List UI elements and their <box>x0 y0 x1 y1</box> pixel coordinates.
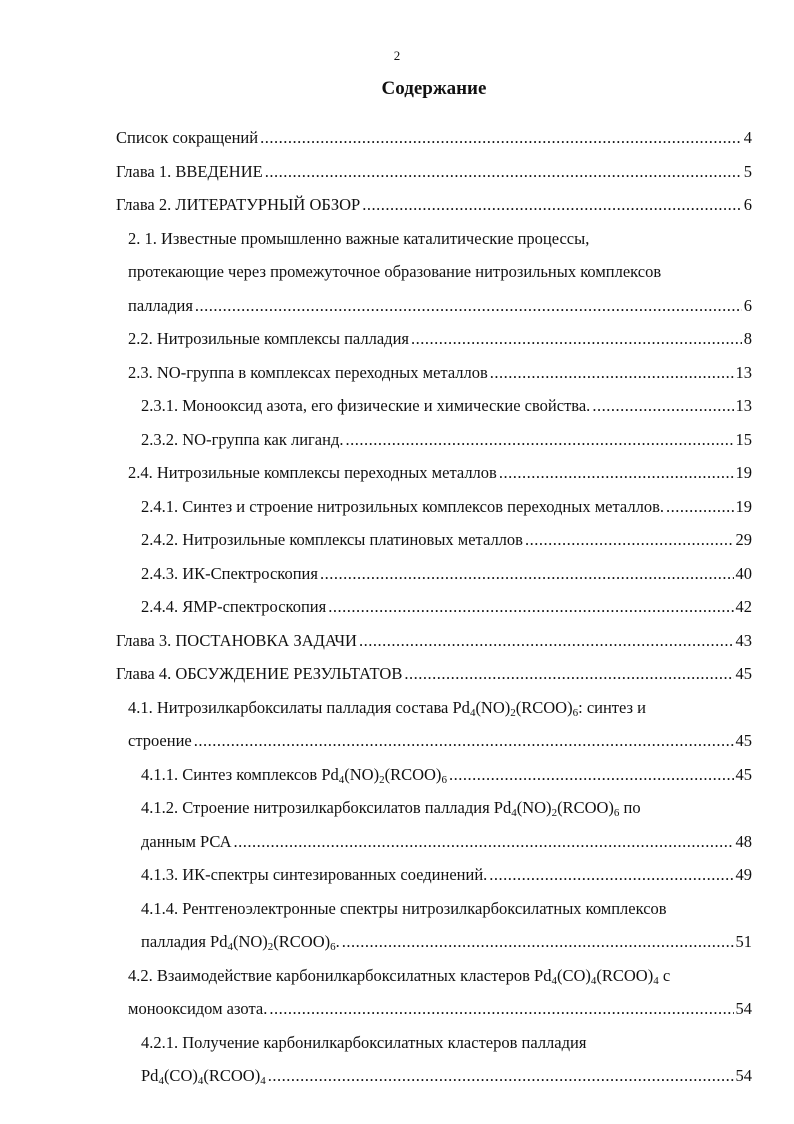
toc-entry-title: 2.4.1. Синтез и строение нитрозильных комплексов переходных металлов. <box>141 496 664 516</box>
toc-entry-page-number: 43 <box>735 630 752 650</box>
toc-entry-page-number: 54 <box>735 999 752 1018</box>
toc-entry[interactable] <box>0 155 794 189</box>
toc-entry-title: 2.3.2. NO-группа как лиганд. <box>141 429 344 449</box>
toc-entry-title: Глава 4. ОБСУЖДЕНИЕ РЕЗУЛЬТАТОВ <box>116 664 403 683</box>
toc-entry-line <box>0 255 794 289</box>
toc-entry[interactable] <box>0 557 794 591</box>
toc-entry-text: 2. 1. Известные промышленно важные каталитические процессы, <box>128 228 590 248</box>
toc-entry-title: Список сокращений <box>116 128 259 147</box>
toc-entry-text: 4.1.4. Рентгеноэлектронные спектры нитрозилкарбоксилатных комплексов <box>141 898 667 918</box>
toc-entry-title: 2.3. NO-группа в комплексах переходных металлов <box>128 362 488 382</box>
page-number: 2 <box>393 48 401 63</box>
toc-entry-title: палладия $Pd_4(NO)_2(RCOO)_6$. <box>141 932 340 953</box>
dot-leader <box>268 1059 734 1093</box>
dot-leader <box>195 289 742 323</box>
toc-entry[interactable] <box>0 121 794 155</box>
toc-entry-page-number: 51 <box>735 932 752 951</box>
toc-entry[interactable] <box>0 992 794 1026</box>
toc-entry[interactable] <box>0 858 794 892</box>
toc-entry-text: протекающие через промежуточное образование нитрозильных комплексов <box>128 262 662 281</box>
toc-entry-line <box>0 959 794 993</box>
toc-entry-text: 4.1. Нитрозилкарбоксилаты палладия состава $Pd_4(NO)_2(RCOO)_6$: синтез и <box>128 697 647 719</box>
toc-entry-title: Глава 1. ВВЕДЕНИЕ <box>116 161 263 181</box>
dot-leader <box>345 423 733 457</box>
toc-entry[interactable] <box>0 657 794 691</box>
dot-leader <box>411 322 742 356</box>
toc-entry[interactable] <box>0 490 794 524</box>
toc-entry[interactable] <box>0 724 794 758</box>
dot-leader <box>592 389 733 423</box>
toc-entry-line <box>0 791 794 825</box>
toc-entry-line <box>0 1026 794 1060</box>
toc-entry-page-number: 6 <box>743 295 752 315</box>
dot-leader <box>499 456 734 490</box>
toc-entry-page-number: 8 <box>743 329 752 348</box>
toc-entry-page-number: 45 <box>735 664 752 683</box>
dot-leader <box>260 121 742 155</box>
toc-entry-page-number: 45 <box>735 731 752 750</box>
toc-entry-title: 2.2. Нитрозильные комплексы палладия <box>128 329 409 348</box>
toc-entry-page-number: 19 <box>735 463 752 482</box>
dot-leader <box>525 523 734 557</box>
toc-entry-page-number: 40 <box>735 563 752 583</box>
toc-entry-page-number: 13 <box>735 362 752 382</box>
dot-leader <box>404 657 733 691</box>
toc-entry-title: 4.1.1. Синтез комплексов $Pd_4(NO)_2(RCOO)_6$ <box>141 764 447 786</box>
toc-entry-text: 4.2.1. Получение карбонилкарбоксилатных кластеров палладия <box>141 1032 587 1052</box>
toc-entry[interactable] <box>0 389 794 423</box>
dot-leader <box>265 155 742 189</box>
dot-leader <box>359 624 734 658</box>
toc-entry-page-number: 48 <box>735 831 752 851</box>
toc-entry-title: 2.4.4. ЯМР-спектроскопия <box>141 597 327 616</box>
toc-entry-title: 2.3.1. Монооксид азота, его физические и химические свойства. <box>141 396 591 415</box>
dot-leader <box>449 758 734 792</box>
dot-leader <box>490 356 734 390</box>
toc-entry-title: 2.4.2. Нитрозильные комплексы платиновых металлов <box>141 530 523 549</box>
toc-entry-page-number: 49 <box>735 865 752 884</box>
toc-entry-line <box>0 892 794 926</box>
dot-leader <box>269 992 733 1026</box>
toc-entry[interactable] <box>0 523 794 557</box>
dot-leader <box>489 858 733 892</box>
toc-entry[interactable] <box>0 423 794 457</box>
toc-entry-text: 4.2. Взаимодействие карбонилкарбоксилатных кластеров $Pd_4(CO)_4(RCOO)_4$ с <box>128 965 671 987</box>
toc-entry-text: 4.1.2. Строение нитрозилкарбоксилатов палладия $Pd_4(NO)_2(RCOO)_6$ по <box>141 798 641 819</box>
toc-entry[interactable] <box>0 1059 794 1093</box>
toc-entry[interactable] <box>0 624 794 658</box>
toc-entry-line <box>0 222 794 256</box>
toc-entry-title: данным РСА <box>141 831 232 851</box>
toc-entry-page-number: 15 <box>735 429 752 449</box>
toc-entry-title: Глава 2. ЛИТЕРАТУРНЫЙ ОБЗОР <box>116 195 361 214</box>
dot-leader <box>328 590 733 624</box>
toc-entry[interactable] <box>0 289 794 323</box>
toc-entry[interactable] <box>0 188 794 222</box>
toc-entry[interactable] <box>0 825 794 859</box>
toc-entry[interactable] <box>0 356 794 390</box>
toc-entry-page-number: 5 <box>743 161 752 181</box>
toc-entry[interactable] <box>0 925 794 959</box>
toc-entry[interactable] <box>0 758 794 792</box>
toc-entry[interactable] <box>0 322 794 356</box>
toc-entry-title: палладия <box>128 295 193 315</box>
toc-entry-page-number: 42 <box>735 597 752 616</box>
toc-entry[interactable] <box>0 456 794 490</box>
table-of-contents <box>0 121 794 1093</box>
dot-leader <box>666 490 734 524</box>
dot-leader <box>362 188 742 222</box>
toc-entry-title: 4.1.3. ИК-спектры синтезированных соединений. <box>141 865 488 884</box>
page-title: Содержание <box>381 78 487 99</box>
toc-entry-page-number: 29 <box>735 530 752 549</box>
dot-leader <box>194 724 734 758</box>
toc-entry-title: строение <box>128 731 192 750</box>
toc-entry-title: Глава 3. ПОСТАНОВКА ЗАДАЧИ <box>116 630 357 650</box>
toc-entry-page-number: 4 <box>743 128 752 147</box>
toc-entry-page-number: 54 <box>735 1066 752 1085</box>
toc-entry-page-number: 13 <box>735 396 752 415</box>
toc-entry-page-number: 19 <box>735 496 752 516</box>
dot-leader <box>342 925 734 959</box>
toc-entry-title: монооксидом азота. <box>128 999 268 1018</box>
toc-entry-title: $Pd_4(CO)_4(RCOO)_4$ <box>141 1066 266 1087</box>
toc-entry-page-number: 45 <box>735 764 752 784</box>
toc-entry-line <box>0 691 794 725</box>
toc-entry[interactable] <box>0 590 794 624</box>
dot-leader <box>320 557 734 591</box>
toc-entry-title: 2.4.3. ИК-Спектроскопия <box>141 563 318 583</box>
toc-entry-title: 2.4. Нитрозильные комплексы переходных металлов <box>128 463 497 482</box>
dot-leader <box>234 825 734 859</box>
toc-entry-page-number: 6 <box>743 195 752 214</box>
